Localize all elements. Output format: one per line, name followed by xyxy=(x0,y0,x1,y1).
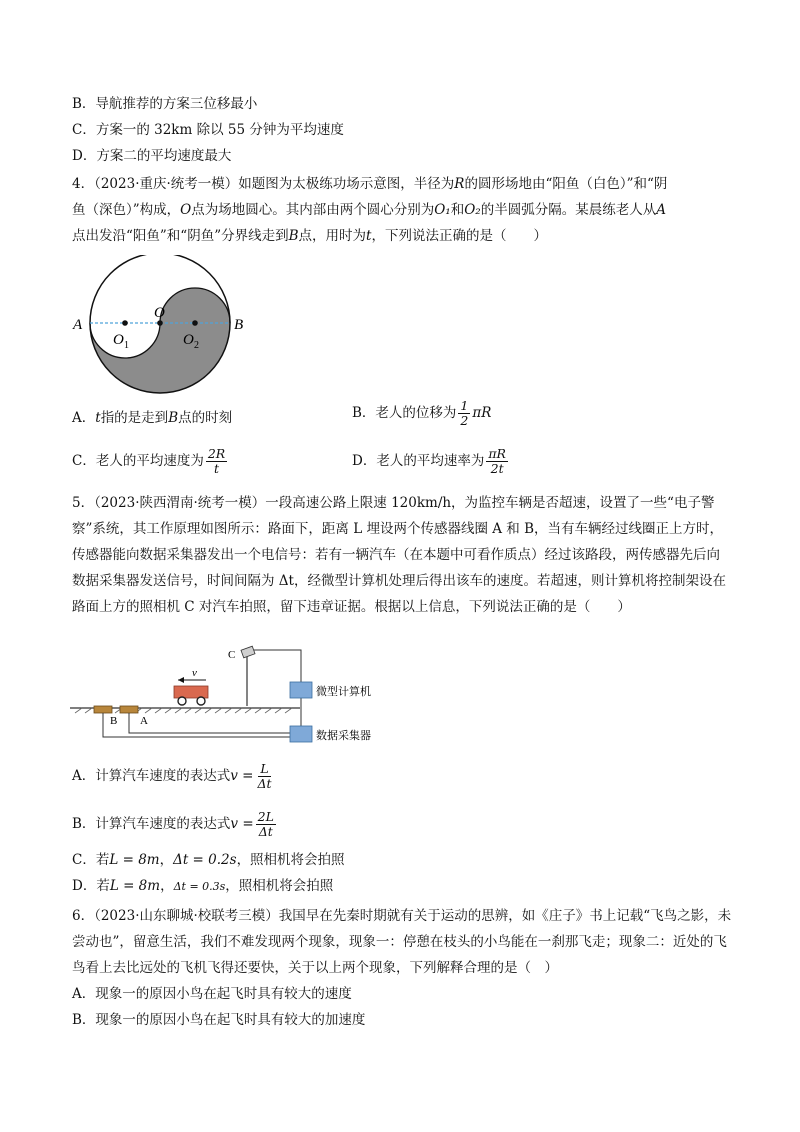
q6-stem: 6．（2023·山东聊城·校联考三模）我国早在先秦时期就有关于运动的思辨，如《庄子》书上记载“飞鸟之影，未尝动也”，留意生活，我们不难发现两个现象，现象一：停憩在枝头的小鸟能在一刹那飞走；现象二：近处的飞鸟看上去比远处的飞机飞得还要快，关于以上两个现象，下列解释合理的是（ ） xyxy=(72,908,732,976)
sensor-b-label: B xyxy=(110,715,118,727)
fraction: $\frac{1}{2}$ xyxy=(460,398,469,428)
sensor-a-label: A xyxy=(140,715,148,727)
yin-region xyxy=(90,288,230,393)
velocity-arrowhead xyxy=(178,677,184,683)
q5-option-d: D．若L = 8m，Δt = 0.3s，照相机将会拍照 xyxy=(72,878,334,894)
q6-option-a: A．现象一的原因小鸟在起飞时具有较大的速度 xyxy=(72,986,352,1002)
q5-stem: 5．（2023·陕西渭南·统考一模）一段高速公路上限速 120km/h，为监控车辆是否超速，设置了一些“电子警察”系统，其工作原理如图所示：路面下，距离 L 埋设两个传感器线圈 A 和 B，当有车辆经过线圈正上方时，传感器能向数据采集器发出一个电信号：若有一辆汽车（在本题中可看作质点）经过该路段，两传感器先后向数据采集器发送信号，时间间隔为 Δt，经微型计算机处理后得出该车的速度。若超速，则计算机将控制架设在路面上方的照相机 C 对汽车拍照，留下违章证据。根据以上信息，下列说法正确的是（ ） xyxy=(72,495,726,615)
sensor-wire xyxy=(129,713,290,733)
label-o2: O xyxy=(183,332,194,348)
label-o: O xyxy=(154,305,165,321)
label-a: A xyxy=(73,317,83,333)
camera-label: C xyxy=(228,649,236,661)
collector-box xyxy=(290,726,312,742)
car-wheel xyxy=(178,697,186,705)
q4-option-c: C．老人的平均速度为 $\frac{2R}{t}$ xyxy=(72,446,226,476)
q3-option-d: D．方案二的平均速度最大 xyxy=(72,148,232,164)
computer-box xyxy=(290,682,312,698)
car-wheel xyxy=(197,697,205,705)
label-b: B xyxy=(234,317,244,333)
fraction: $\frac{2L}{\Delta t}$ xyxy=(257,809,274,839)
point-o xyxy=(157,320,163,326)
label-o2-sub: 2 xyxy=(194,340,199,351)
velocity-label: v xyxy=(192,667,197,679)
label-o1: O xyxy=(113,332,124,348)
q4-taiji-figure xyxy=(70,255,250,395)
q5-traffic-figure xyxy=(70,640,400,755)
q4-stem-line3: 点出发沿“阳鱼”和“阴鱼”分界线走到B点，用时为t，下列说法正确的是（ ） xyxy=(72,228,547,244)
car-body xyxy=(174,686,208,698)
collector-label: 数据采集器 xyxy=(316,730,371,742)
q4-stem-line2: 鱼（深色）”构成，O点为场地圆心。其内部由两个圆心分别为O₁和O₂的半圆弧分隔。某晨练老人从A xyxy=(72,202,666,218)
q4-option-d: D．老人的平均速率为 $\frac{\pi R}{2t}$ xyxy=(352,446,506,476)
sensor-b xyxy=(94,706,112,713)
point-o1 xyxy=(122,320,128,326)
q3-option-b: B．导航推荐的方案三位移最小 xyxy=(72,96,258,112)
q3-option-c: C．方案一的 32km 除以 55 分钟为平均速度 xyxy=(72,122,344,138)
computer-label: 微型计算机 xyxy=(316,686,371,698)
label-o1-sub: 1 xyxy=(124,340,129,351)
fraction: $\frac{\pi R}{2t}$ xyxy=(488,446,506,476)
sensor-a xyxy=(120,706,138,713)
q6-option-b: B．现象一的原因小鸟在起飞时具有较大的加速度 xyxy=(72,1012,366,1028)
q5-option-c: C．若L = 8m，Δt = 0.2s，照相机将会拍照 xyxy=(72,852,345,868)
q4-option-a: A．t指的是走到B点的时刻 xyxy=(72,410,233,426)
q5-option-b: B．计算汽车速度的表达式v = $\frac{2L}{\Delta t}$ xyxy=(72,809,274,839)
fraction: $\frac{2R}{t}$ xyxy=(207,446,226,476)
q5-option-a: A．计算汽车速度的表达式v = $\frac{L}{\Delta t}$ xyxy=(72,761,272,791)
q4-option-b: B．老人的位移为 $\frac{1}{2}$ πR xyxy=(352,398,492,428)
fraction: $\frac{L}{\Delta t}$ xyxy=(257,761,272,791)
camera-wire xyxy=(254,650,301,682)
point-o2 xyxy=(192,320,198,326)
q4-stem-line1: 4．（2023·重庆·统考一模）如题图为太极练功场示意图，半径为R的圆形场地由“阳鱼（白色）”和“阴 xyxy=(72,176,668,192)
camera-body xyxy=(241,646,255,658)
